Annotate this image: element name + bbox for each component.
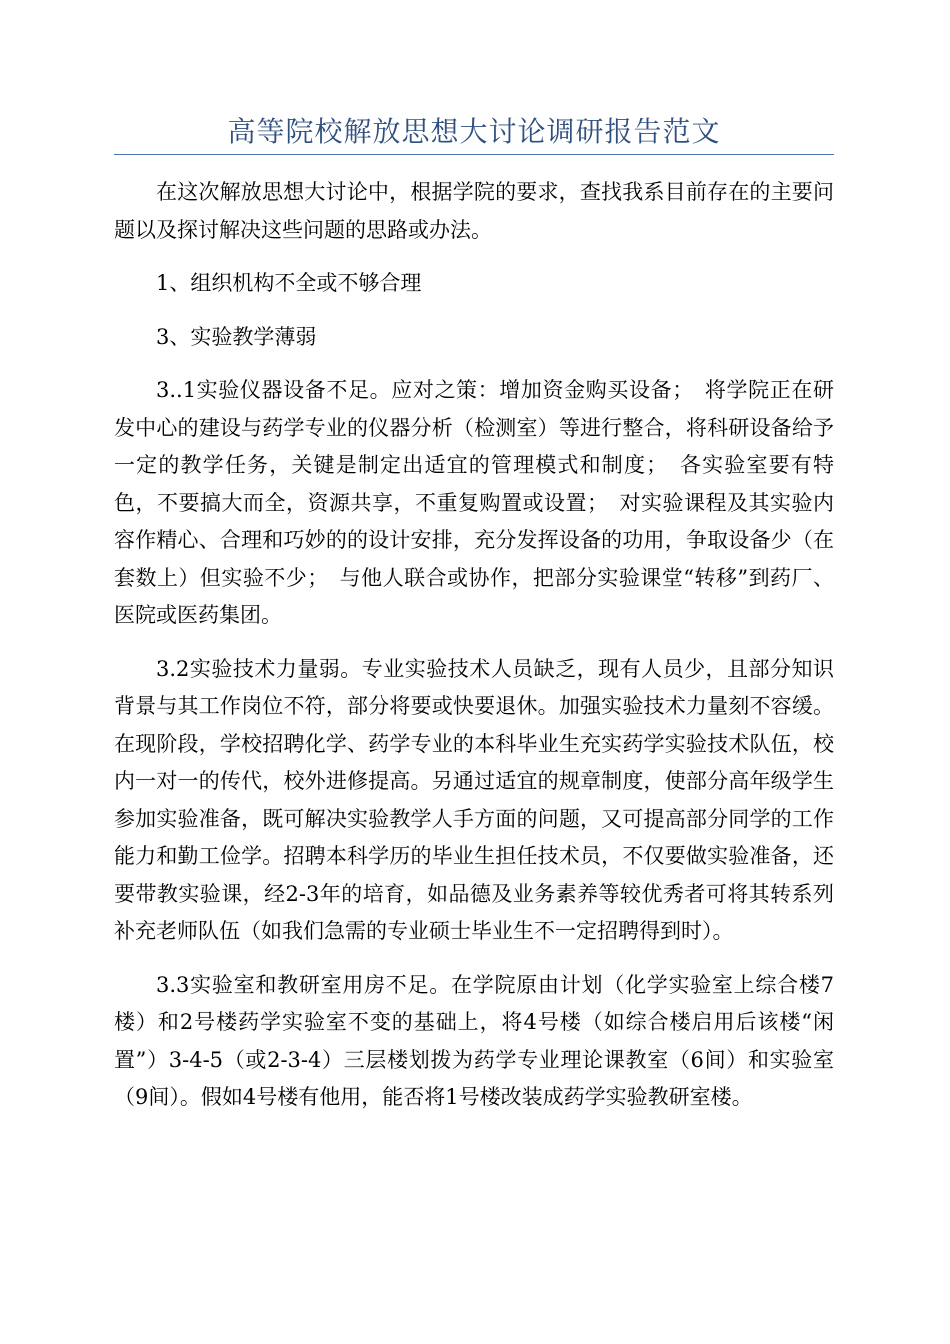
- item-paragraph: 3、实验教学薄弱: [156, 324, 317, 349]
- document-body: [114, 174, 834, 1133]
- section-paragraph: 3.3实验室和教研室用房不足。在学院原由计划（化学实验室上综合楼7楼）和2号楼药学实验室不变的基础上，将4号楼（如综合楼启用后该楼“闲置”）3-4-5（或2-3-4）三层楼划拨为药学专业理论课教室（6间）和实验室（9间）。假如4号楼有他用，能否将1号楼改装成药学实验教研室楼。: [114, 972, 834, 1109]
- title-underline: [114, 154, 834, 155]
- item-paragraph: 1、组织机构不全或不够合理: [156, 271, 422, 295]
- section-paragraph: 3.2实验技术力量弱。专业实验技术人员缺乏，现有人员少，且部分知识背景与其工作岗位不符，部分将要或快要退休。加强实验技术力量刻不容缓。在现阶段，学校招聘化学、药学专业的本科毕业生充实药学实验技术队伍，校内一对一的传代，校外进修提高。另通过适宜的规章制度，使部分高年级学生参加实验准备，既可解决实验教学人手方面的问题，又可提高部分同学的工作能力和勤工俭学。招聘本科学历的毕业生担任技术员，不仅要做实验准备，还要带教实验课，经2-3年的培育，如品德及业务素养等较优秀者可将其转系列补充老师队伍（如我们急需的专业硕士毕业生不一定招聘得到时）。: [114, 656, 834, 943]
- document-title: 高等院校解放思想大讨论调研报告范文: [227, 115, 721, 148]
- intro-paragraph: 在这次解放思想大讨论中，根据学院的要求，查找我系目前存在的主要问题以及探讨解决这些问题的思路或办法。: [114, 180, 834, 242]
- section-paragraph: 3..1实验仪器设备不足。应对之策：增加资金购买设备； 将学院正在研发中心的建设与药学专业的仪器分析（检测室）等进行整合，将科研设备给予一定的教学任务，关键是制定出适宜的管理模式和制度； 各实验室要有特色，不要搞大而全，资源共享，不重复购置或设置； 对实验课程及其实验内容作精心、合理和巧妙的的设计安排，充分发挥设备的功用，争取设备少（在套数上）但实验不少； 与他人联合或协作，把部分实验课堂“转移”到药厂、医院或医药集团。: [114, 378, 834, 627]
